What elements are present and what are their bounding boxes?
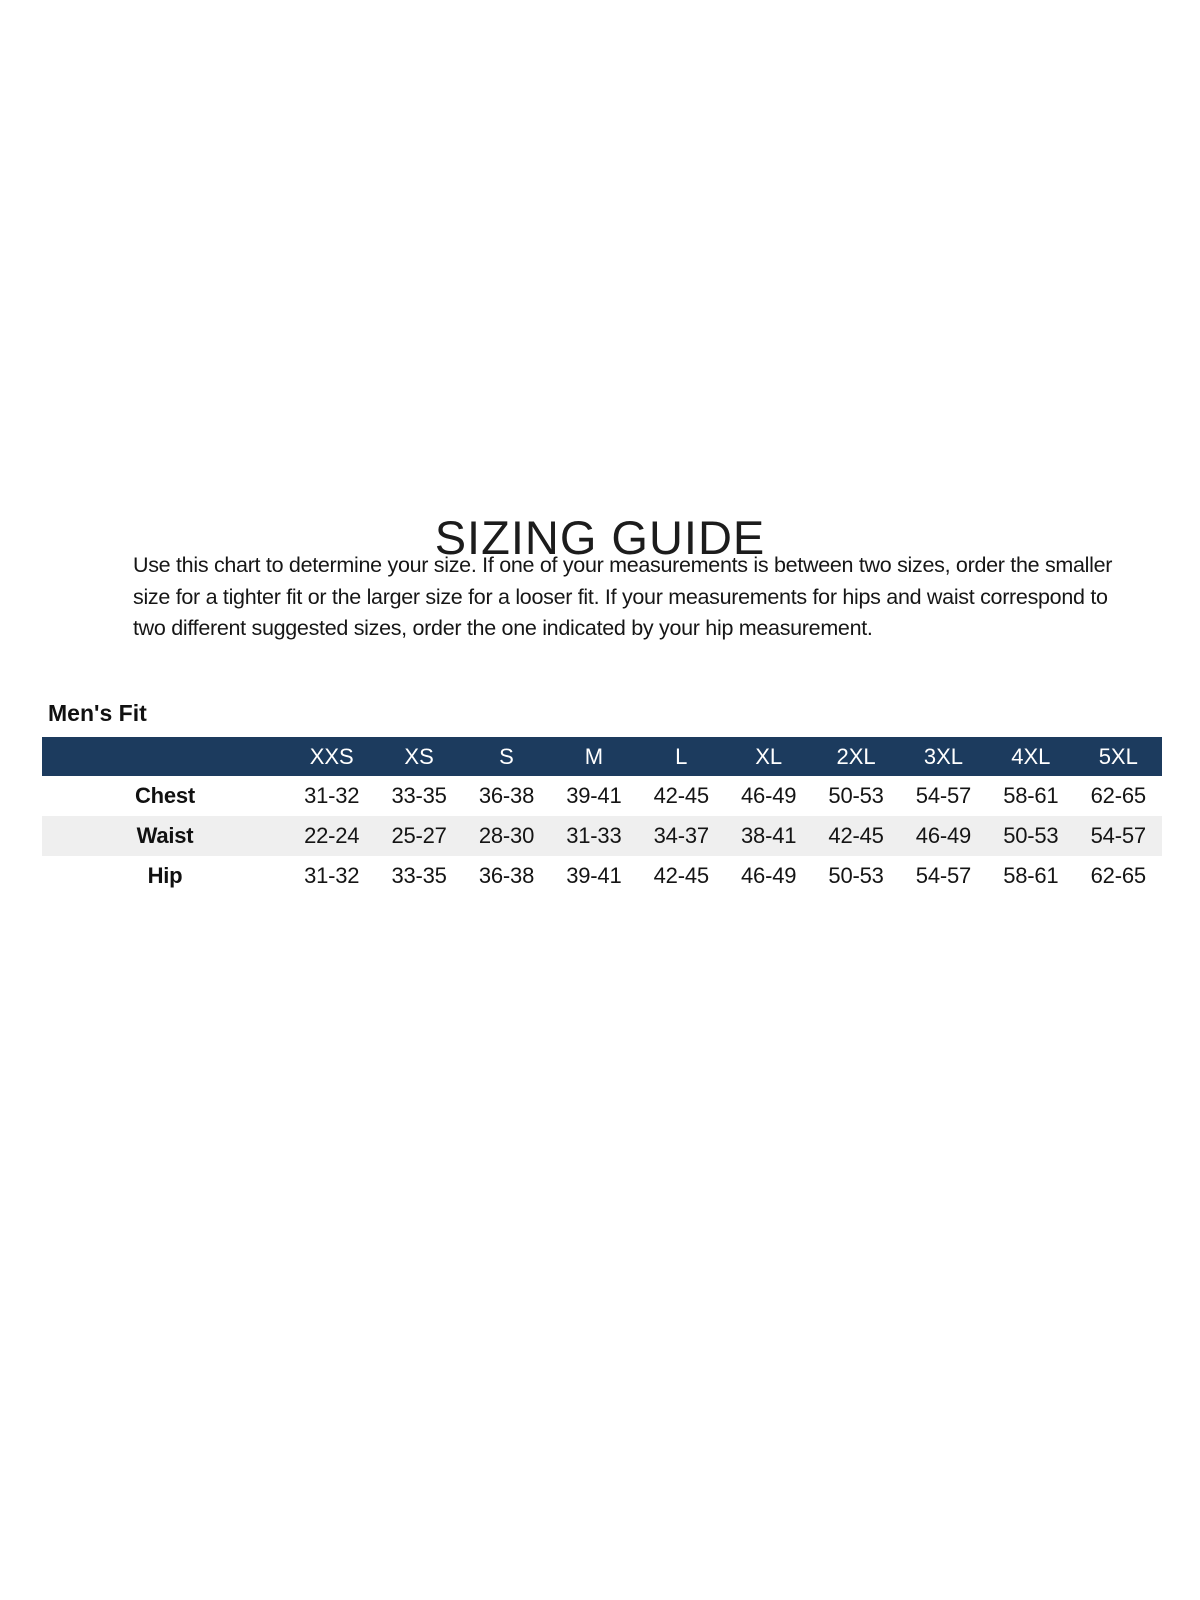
- size-column-header: M: [550, 737, 637, 776]
- size-column-header: XL: [725, 737, 812, 776]
- table-row-hip: [42, 856, 1162, 896]
- size-cell: 31-33: [550, 816, 637, 856]
- corner-cell: [42, 737, 288, 776]
- section-label-mens-fit: Men's Fit: [48, 700, 147, 726]
- row-label: Waist: [42, 816, 288, 856]
- size-cell: 54-57: [1075, 816, 1162, 856]
- size-cell: 28-30: [463, 816, 550, 856]
- size-cell: 46-49: [900, 816, 987, 856]
- size-cell: 33-35: [391, 863, 447, 888]
- size-cell: 58-61: [1003, 863, 1059, 888]
- size-column-header: 4XL: [987, 737, 1074, 776]
- size-column-header: 3XL: [900, 737, 987, 776]
- size-cell: 36-38: [478, 783, 535, 808]
- size-cell: 25-27: [375, 816, 462, 856]
- intro-line: Use this chart to determine your size. If one of your measurements is between two sizes, order the smaller: [133, 553, 1113, 577]
- size-cell: 54-57: [915, 863, 972, 888]
- size-cell: 50-53: [828, 863, 884, 888]
- size-cell: 42-45: [812, 816, 899, 856]
- size-cell: 22-24: [288, 816, 375, 856]
- size-cell: 36-38: [478, 863, 535, 888]
- table-row-chest: [42, 776, 1162, 816]
- size-column-header: L: [638, 737, 725, 776]
- size-cell: 50-53: [828, 783, 884, 808]
- intro-line: two different suggested sizes, order the one indicated by your hip measurement.: [133, 616, 873, 640]
- row-label: Hip: [147, 863, 183, 888]
- size-cell: 31-32: [304, 863, 360, 888]
- size-cell: 39-41: [566, 863, 622, 888]
- size-cell: 33-35: [391, 783, 447, 808]
- size-column-header: XXS: [288, 737, 375, 776]
- size-column-header: XS: [375, 737, 462, 776]
- table-row-waist: [42, 816, 1162, 856]
- size-column-header: S: [463, 737, 550, 776]
- size-cell: 42-45: [653, 783, 709, 808]
- size-cell: 39-41: [566, 783, 622, 808]
- size-cell: 46-49: [741, 863, 797, 888]
- size-cell: 58-61: [1003, 783, 1059, 808]
- size-cell: 38-41: [725, 816, 812, 856]
- size-cell: 62-65: [1090, 863, 1146, 888]
- page-title: SIZING GUIDE: [434, 511, 766, 565]
- sizing-table-container: [42, 737, 1162, 896]
- size-column-header: 2XL: [812, 737, 899, 776]
- size-cell: 54-57: [915, 783, 972, 808]
- row-label: Chest: [134, 783, 196, 808]
- size-cell: 62-65: [1090, 783, 1146, 808]
- size-cell: 46-49: [741, 783, 797, 808]
- size-cell: 50-53: [987, 816, 1074, 856]
- size-cell: 34-37: [638, 816, 725, 856]
- size-cell: 31-32: [304, 783, 360, 808]
- mens-fit-size-table: [42, 737, 1162, 896]
- intro-paragraph: [133, 550, 1133, 645]
- size-column-header: 5XL: [1075, 737, 1162, 776]
- intro-line: size for a tighter fit or the larger size for a looser fit. If your measurements for hips and waist correspond to: [133, 584, 1108, 609]
- size-cell: 42-45: [653, 863, 709, 888]
- table-header-row: [42, 737, 1162, 776]
